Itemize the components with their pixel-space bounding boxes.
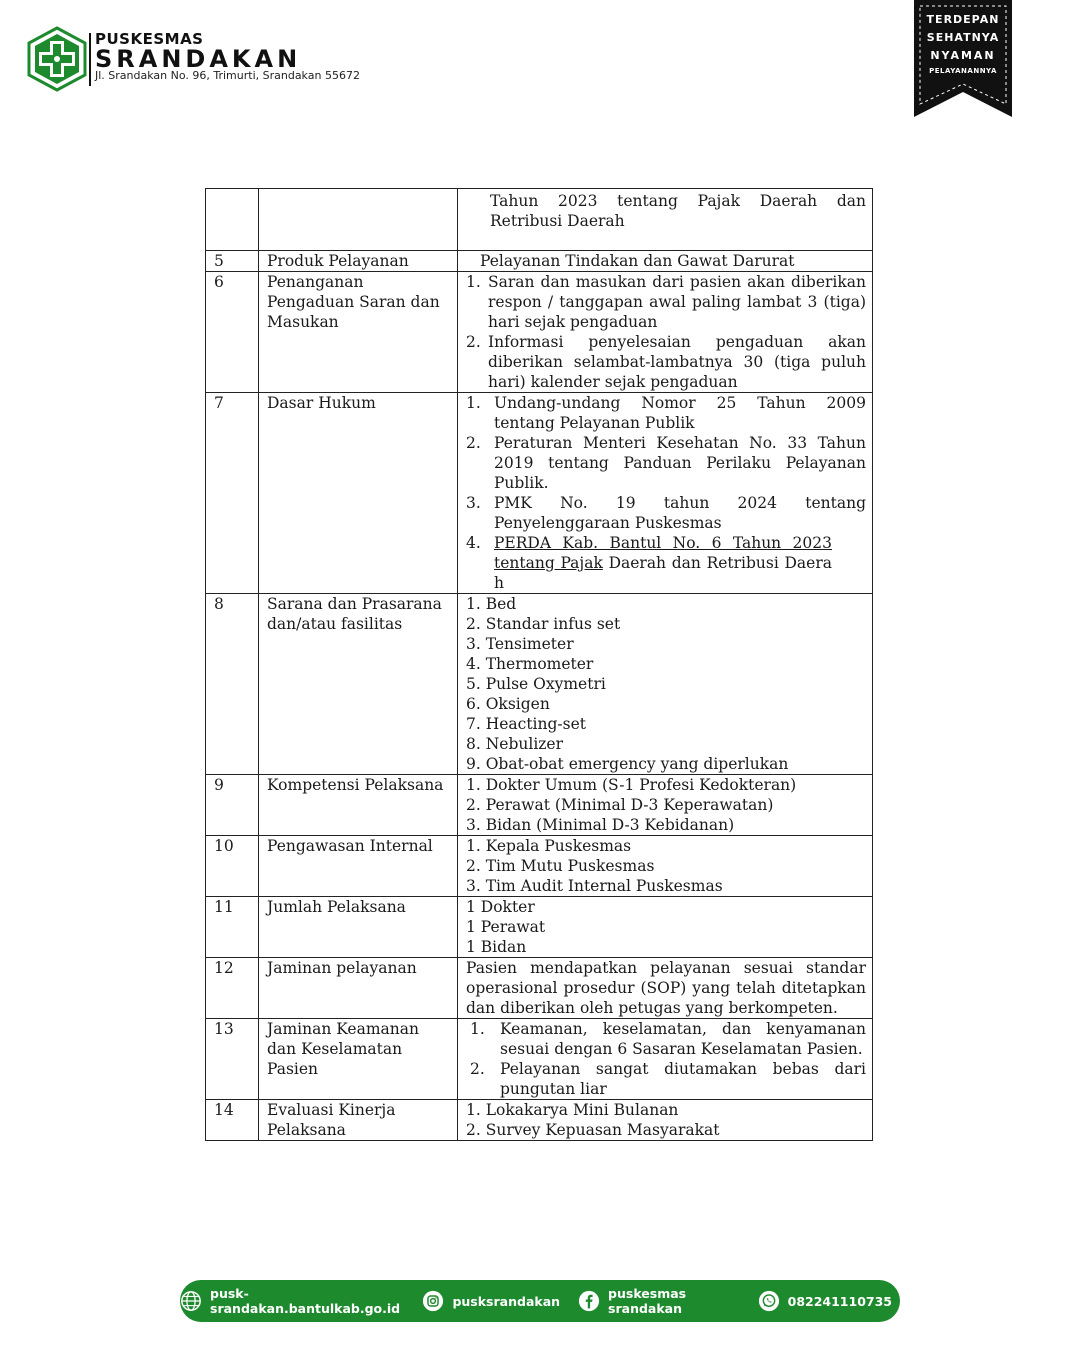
- org-address: Jl. Srandakan No. 96, Trimurti, Srandakan 55672: [95, 69, 360, 82]
- list-item: 3. Tensimeter: [466, 635, 574, 653]
- list-item: [466, 493, 866, 533]
- row-component: Evaluasi Kinerja Pelaksana: [259, 1100, 458, 1141]
- row-component: Pengawasan Internal: [259, 836, 458, 897]
- row-value: [458, 251, 873, 272]
- list-item: 2. Standar infus set: [466, 615, 621, 633]
- row-value: [458, 393, 873, 594]
- table-row: [206, 272, 873, 393]
- item-text-underlined: PERDA Kab. Bantul No. 6 Tahun 2023 tentang Pajak: [494, 534, 832, 572]
- table-row: [206, 897, 873, 958]
- row-number: 10: [206, 836, 259, 897]
- table-row: [206, 775, 873, 836]
- list-item: 6. Oksigen: [466, 695, 550, 713]
- value-text: Pasien mendapatkan pelayanan sesuai standar operasional prosedur (SOP) yang telah ditetapkan dan diberikan oleh petugas yang berkompeten.: [466, 959, 866, 1017]
- row-component: Jumlah Pelaksana: [259, 897, 458, 958]
- org-name: SRANDAKAN: [95, 45, 302, 73]
- row-component: [259, 189, 458, 251]
- list-item: 1. Kepala Puskesmas: [466, 837, 632, 855]
- badge-line-3: NYAMAN: [930, 49, 996, 62]
- list-item: 1. Dokter Umum (S-1 Profesi Kedokteran): [466, 776, 797, 794]
- row-component: Jaminan pelayanan: [259, 958, 458, 1019]
- badge-line-4: PELAYANANNYA: [929, 67, 997, 75]
- item-text: Informasi penyelesaian pengaduan akan diberikan selambat-lambatnya 30 (tiga puluh hari) kalender sejak pengaduan: [488, 333, 866, 391]
- row-value: [458, 897, 873, 958]
- service-standard-table: [205, 188, 873, 1141]
- table-row: [206, 1019, 873, 1100]
- row-number: 12: [206, 958, 259, 1019]
- row-value: [458, 594, 873, 775]
- item-text: Keamanan, keselamatan, dan kenyamanan sesuai dengan 6 Sasaran Keselamatan Pasien.: [500, 1020, 866, 1058]
- row-value: [458, 1100, 873, 1141]
- row-component: Produk Pelayanan: [259, 251, 458, 272]
- puskesmas-logo: [26, 26, 88, 92]
- value-text: Pelayanan Tindakan dan Gawat Darurat: [480, 252, 795, 270]
- list-item: 9. Obat-obat emergency yang diperlukan: [466, 755, 789, 773]
- whatsapp-text[interactable]: 082241110735: [787, 1293, 892, 1309]
- badge-line-1: TERDEPAN: [926, 13, 1000, 26]
- list-item: 2. Perawat (Minimal D-3 Keperawatan): [466, 796, 774, 814]
- list-item: [470, 1059, 866, 1099]
- item-text: Peraturan Menteri Kesehatan No. 33 Tahun 2019 tentang Panduan Perilaku Pelayanan Publik.: [494, 434, 866, 492]
- item-number: 1.: [470, 1020, 485, 1038]
- list-item: 1 Perawat: [466, 918, 546, 936]
- row-component: Dasar Hukum: [259, 393, 458, 594]
- list-item: 1 Dokter: [466, 898, 535, 916]
- list-item: 2. Survey Kepuasan Masyarakat: [466, 1121, 720, 1139]
- list-item: 1. Bed: [466, 595, 517, 613]
- item-text: Pelayanan sangat diutamakan bebas dari pungutan liar: [500, 1060, 866, 1098]
- list-item: [466, 332, 866, 392]
- whatsapp-icon: [758, 1290, 780, 1312]
- item-number: 2.: [466, 333, 481, 351]
- footer-facebook[interactable]: [578, 1286, 740, 1316]
- table-row: [206, 958, 873, 1019]
- item-number: 4.: [466, 534, 481, 552]
- footer-website[interactable]: [180, 1286, 404, 1316]
- row-number: [206, 189, 259, 251]
- list-item: 1. Lokakarya Mini Bulanan: [466, 1101, 679, 1119]
- table-row: [206, 251, 873, 272]
- brand-divider: [89, 33, 91, 86]
- list-item: 3. Bidan (Minimal D-3 Kebidanan): [466, 816, 735, 834]
- website-text[interactable]: pusk-srandakan.bantulkab.go.id: [210, 1286, 401, 1316]
- continued-line-1: Tahun 2023 tentang Pajak Daerah dan: [490, 192, 866, 210]
- list-item: 2. Tim Mutu Puskesmas: [466, 857, 655, 875]
- list-item: 3. Tim Audit Internal Puskesmas: [466, 877, 723, 895]
- item-text: Saran dan masukan dari pasien akan diberikan respon / tanggapan awal paling lambat 3 (tiga) hari sejak pengaduan: [488, 273, 866, 331]
- item-number: 2.: [466, 434, 481, 452]
- footer-instagram[interactable]: [422, 1290, 560, 1312]
- item-number: 1.: [466, 273, 481, 291]
- list-item: [466, 393, 866, 433]
- item-text-rest: Daerah dan Retribusi Daera h: [494, 554, 832, 592]
- table-row: [206, 836, 873, 897]
- row-number: 7: [206, 393, 259, 594]
- item-number: 3.: [466, 494, 481, 512]
- list-item: [466, 433, 866, 493]
- footer-whatsapp[interactable]: [758, 1290, 892, 1312]
- facebook-icon: [578, 1290, 600, 1312]
- item-number: 1.: [466, 394, 481, 412]
- row-number: 9: [206, 775, 259, 836]
- slogan-badge: [914, 0, 1012, 117]
- table-row: [206, 189, 873, 251]
- instagram-text[interactable]: pusksrandakan: [452, 1293, 561, 1309]
- row-value: [458, 272, 873, 393]
- facebook-text[interactable]: puskesmas srandakan: [608, 1286, 687, 1316]
- globe-icon: [180, 1290, 202, 1312]
- row-component: Jaminan Keamanan dan Keselamatan Pasien: [259, 1019, 458, 1100]
- item-number: 2.: [470, 1060, 485, 1078]
- row-number: 11: [206, 897, 259, 958]
- contact-footer: [180, 1280, 900, 1322]
- item-text: Undang-undang Nomor 25 Tahun 2009 tentang Pelayanan Publik: [494, 394, 866, 432]
- org-label: PUSKESMAS: [95, 30, 204, 48]
- table-row: [206, 1100, 873, 1141]
- list-item: 4. Thermometer: [466, 655, 594, 673]
- table-row: [206, 594, 873, 775]
- list-item: [466, 533, 866, 593]
- row-number: 6: [206, 272, 259, 393]
- row-component: Penanganan Pengaduan Saran dan Masukan: [259, 272, 458, 393]
- badge-line-2: SEHATNYA: [926, 31, 1000, 44]
- row-number: 5: [206, 251, 259, 272]
- row-number: 13: [206, 1019, 259, 1100]
- row-number: 8: [206, 594, 259, 775]
- list-item: 1 Bidan: [466, 938, 527, 956]
- row-value: [458, 836, 873, 897]
- list-item: [470, 1019, 866, 1059]
- instagram-icon: [422, 1290, 444, 1312]
- table-row: [206, 393, 873, 594]
- list-item: 7. Heacting-set: [466, 715, 587, 733]
- row-value: [458, 1019, 873, 1100]
- list-item: 5. Pulse Oxymetri: [466, 675, 606, 693]
- continued-line-2: Retribusi Daerah: [490, 212, 625, 230]
- row-component: Kompetensi Pelaksana: [259, 775, 458, 836]
- row-value: [458, 775, 873, 836]
- item-text: PMK No. 19 tahun 2024 tentang Penyelenggaraan Puskesmas: [494, 494, 866, 532]
- row-value: [458, 958, 873, 1019]
- row-component: Sarana dan Prasarana dan/atau fasilitas: [259, 594, 458, 775]
- row-number: 14: [206, 1100, 259, 1141]
- row-value: [458, 189, 873, 251]
- list-item: [466, 272, 866, 332]
- list-item: 8. Nebulizer: [466, 735, 564, 753]
